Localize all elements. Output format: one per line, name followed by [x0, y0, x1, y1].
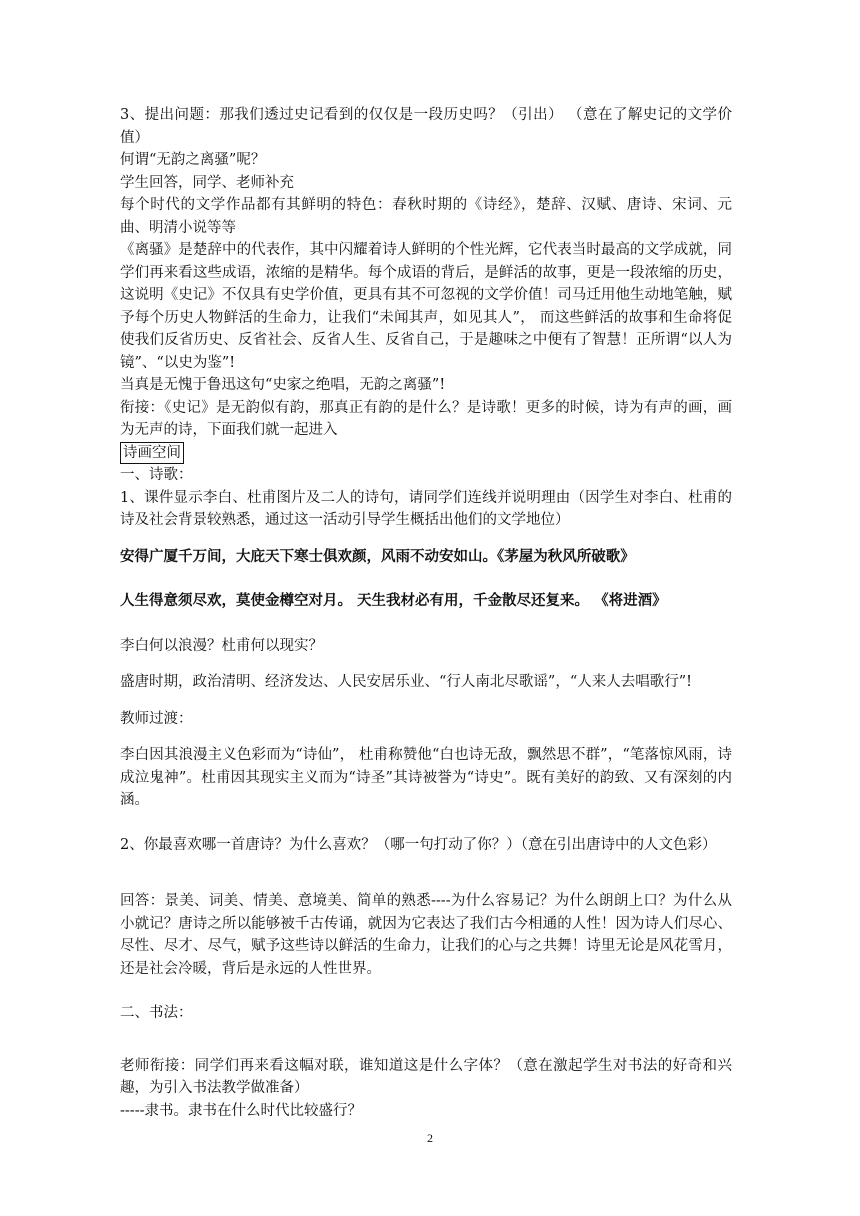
li-du-paragraph: 李白因其浪漫主义色彩而为“诗仙”， 杜甫称赞他“白也诗无敌，飘然思不群”，“笔落惊风雨，诗成泣鬼神”。杜甫因其现实主义而为“诗圣”其诗被誉为“诗史”。既有美好的韵致、又有深刻的内涵。: [120, 747, 732, 808]
boxed-heading-row: [120, 442, 732, 465]
boxed-heading: 诗画空间: [120, 442, 184, 464]
calligraphy-paragraph: 老师衔接：同学们再来看这幅对联，谁知道这是什么字体？（意在激起学生对书法的好奇和兴趣，为引入书法教学做准备）: [120, 1057, 732, 1096]
tang-context: 盛唐时期，政治清明、经济发达、人民安居乐业、“行人南北尽歌谣”，“人来人去唱歌行”!: [120, 674, 692, 690]
paragraph-question-3: 3、提出问题：那我们透过史记看到的仅仅是一段历史吗？（引出） （意在了解史记的文学价值）: [120, 107, 732, 146]
paragraph-wuyun: 何谓“无韵之离骚”呢？: [120, 152, 266, 168]
document-body: [120, 104, 732, 1122]
paragraph-transition-poetry: 衔接：《史记》是无韵似有韵，那真正有韵的是什么？是诗歌！更多的时候，诗为有声的画，画为无声的诗，下面我们就一起进入: [120, 399, 732, 438]
section-heading-poetry: 一、诗歌：: [120, 467, 193, 483]
paragraph-lisao: 《离骚》是楚辞中的代表作，其中闪耀着诗人鲜明的个性光辉，它代表当时最高的文学成就，同学们再来看这些成语，浓缩的是精华。每个成语的背后，是鲜活的故事，更是一段浓缩的历史，这说明《史记》不仅具有史学价值，更具有其不可忽视的文学价值！司马迁用他生动地笔触，赋予每个历史人物鲜活的生命力，让我们“未闻其声，如见其人”， 而这些鲜活的故事和生命将促使我们反省历史、反省社会、反省人生、反省自己，于是趣味之中便有了智慧！正所谓“以人为镜”、“以史为鉴”!: [120, 242, 732, 371]
section-item-1: 1、课件显示李白、杜甫图片及二人的诗句，请同学们连线并说明理由（因学生对李白、杜甫的诗及社会背景较熟悉，通过这一活动引导学生概括出他们的文学地位）: [120, 489, 732, 528]
answer-paragraph: 回答：景美、词美、情美、意境美、简单的熟悉----为什么容易记？为什么朗朗上口？为什么从小就记？唐诗之所以能够被千古传诵，就因为它表达了我们古今相通的人性！因为诗人们尽心、尽性、尽才、尽气，赋予这些诗以鲜活的生命力，让我们的心与之共舞！诗里无论是风花雪月，还是社会冷暖，背后是永远的人性世界。: [120, 893, 732, 977]
poem-line-2: 人生得意须尽欢，莫使金樽空对月。 天生我材必有用，千金散尽还复来。 《将进酒》: [120, 593, 667, 609]
paragraph-era-features: 每个时代的文学作品都有其鲜明的特色：春秋时期的《诗经》，楚辞、汉赋、唐诗、宋词、元曲、明清小说等等: [120, 197, 732, 236]
section-item-2: 2、你最喜欢哪一首唐诗？为什么喜欢？（哪一句打动了你？）（意在引出唐诗中的人文色彩）: [120, 836, 717, 853]
section-heading-calligraphy: 二、书法：: [120, 1005, 193, 1021]
paragraph-student-answer: 学生回答，同学、老师补充: [120, 174, 294, 191]
paragraph-luxun: 当真是无愧于鲁迅这句“史家之绝唱，无韵之离骚”!: [120, 377, 446, 393]
question-line: 李白何以浪漫？杜甫何以现实？: [120, 637, 323, 654]
lishu-line: -----隶书。隶书在什么时代比较盛行？: [120, 1102, 362, 1119]
teacher-transition-label: 教师过渡：: [120, 710, 193, 727]
page-number: 2: [427, 1131, 433, 1145]
poem-line-1: 安得广厦千万间，大庇天下寒士俱欢颜，风雨不动安如山。《茅屋为秋风所破歌》: [120, 548, 635, 565]
